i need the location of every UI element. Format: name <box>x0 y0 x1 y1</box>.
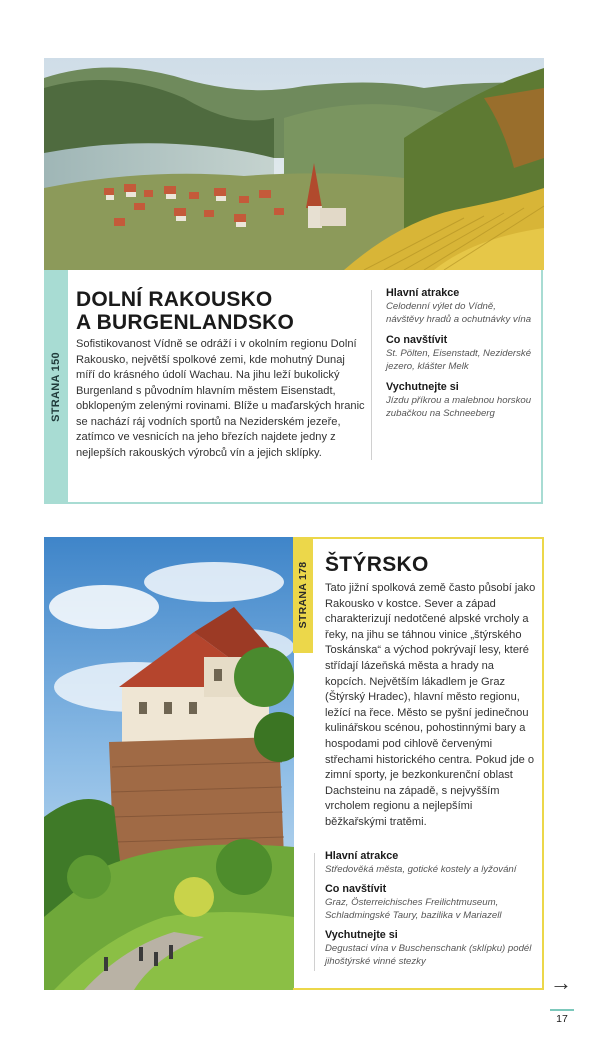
section-body-text: Tato jižní spolková země často působí jako Rakousko v kostce. Sever a západ charakterizují nedotčené alpské vrcholy a řeky, na jihu se táhnou vinice „štýrského Toskánska“ a východ pokrývají lesy, které střídají lázeňská města a hrady na kopcích. Největším lákadlem je Graz (Štýrský Hradec), hlavní město regionu, ležící na řece. Město se pyšní jedinečnou kulinářskou scénou, pohostinnými bary a hospodami pod cihlově červenými střechami historického centra. Pokud jde o zimní sporty, je bezkonkurenční oblast Dachsteinu na západě, s nejvyšším vrcholem regionu a nejlepšími běžkařskými tratěmi. <box>325 582 536 828</box>
page-reference-label: STRANA 178 <box>297 561 309 629</box>
info-sidebar <box>325 850 537 975</box>
page-number: 17 <box>556 1013 568 1025</box>
wachau-valley-photo <box>44 58 544 270</box>
info-heading: Co navštívit <box>325 883 387 895</box>
info-heading: Co navštívit <box>386 334 448 346</box>
divider <box>314 853 315 971</box>
section-title: ŠTÝRSKO <box>325 553 429 576</box>
page-reference-tab <box>293 537 313 653</box>
info-heading: Vychutnejte si <box>386 381 459 393</box>
info-sidebar <box>386 287 536 428</box>
next-page-arrow-icon[interactable]: → <box>550 970 572 995</box>
info-text: St. Pölten, Eisenstadt, Neziderské jezero, klášter Melk <box>386 348 532 372</box>
info-text: Středověká města, gotické kostely a lyžování <box>325 864 517 875</box>
section-body-text: Sofistikovanost Vídně se odráží i v okolním regionu Dolní Rakousko, největší spolkové zemi, kde mohutný Dunaj míří do krásného údolí Wachau. Na jihu leží bukolický Burgenland s původním hlavním městem Eisenstadt, obklopeným zelenými rovinami. Blíže u maďarských hranic se nachází ráj vodních sportů na Neziderském jezeře, zatímco ve vesnicích na jeho březích najdete jedny z nejlepších rakouských výrobců vín a jejich sklípky. <box>76 338 365 459</box>
info-heading: Hlavní atrakce <box>386 287 460 299</box>
info-text: Jízdu příkrou a malebnou horskou zubačkou na Schneeberg <box>386 395 532 419</box>
page-reference-tab <box>44 270 68 504</box>
info-text: Graz, Österreichisches Freilichtmuseum, Schladmingské Taury, bazilika v Mariazell <box>325 897 502 921</box>
info-text: Celodenní výlet do Vídně, návštěvy hradů a ochutnávky vína <box>386 301 532 325</box>
info-heading: Hlavní atrakce <box>325 850 399 862</box>
page-number-rule <box>550 1009 574 1011</box>
info-heading: Vychutnejte si <box>325 929 398 941</box>
section-title <box>76 288 356 334</box>
divider <box>371 290 372 460</box>
page-reference-label: STRANA 150 <box>50 352 62 422</box>
section-title-line: A BURGENLANDSKO <box>76 311 295 334</box>
graz-castle-photo <box>44 537 294 990</box>
section-title-line: DOLNÍ RAKOUSKO <box>76 288 273 311</box>
info-text: Degustaci vína v Buschenschank (sklípku) podél jihoštýrské vinné stezky <box>325 943 532 967</box>
